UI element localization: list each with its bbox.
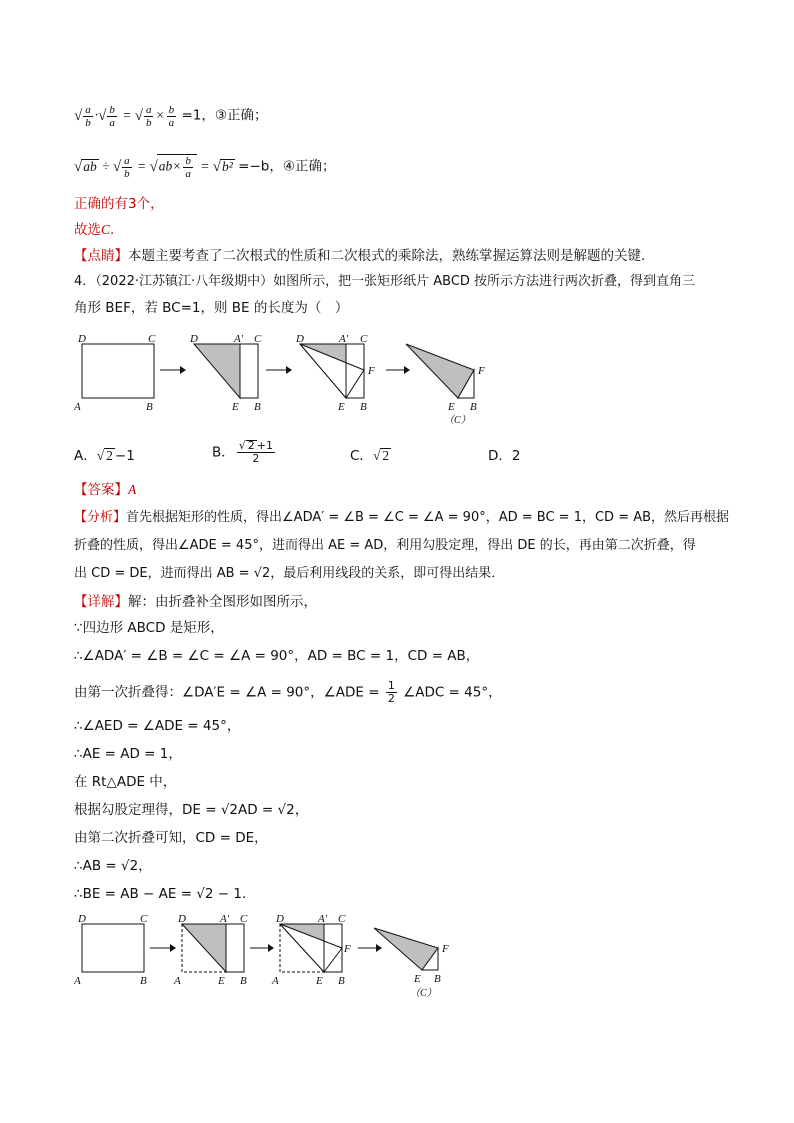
arrow-2-head	[286, 366, 292, 374]
fig3-label-A1: A′	[339, 333, 349, 345]
detail-text-4a: 由第一次折叠得：∠DA′E = ∠A = 90°，∠ADE =	[74, 684, 380, 701]
detail-line-10: ∴AB = √2，	[74, 858, 152, 874]
sol-arrow-2-head	[268, 944, 274, 952]
fig3-label-C: C	[360, 333, 368, 345]
sol-fig2-label-C: C	[240, 913, 248, 925]
equation-3-result: =1，③正确；	[181, 107, 268, 124]
fig2-label-D: D	[190, 333, 198, 345]
fig3-label-D: D	[296, 333, 304, 345]
review-text: 本题主要考查了二次根式的性质和二次根式的乘除法，熟练掌握运算法则是解题的关键．	[128, 248, 655, 264]
sol-fig2-label-A: A	[174, 975, 181, 987]
sol-fig2-strip	[226, 924, 244, 972]
sol-fig4-label-B: B	[434, 973, 441, 985]
sol-arrow-1-head	[170, 944, 176, 952]
choice-d[interactable]	[488, 446, 521, 466]
fig1-label-B: B	[146, 401, 153, 413]
choice-b-denominator: 2	[252, 452, 260, 465]
fig2-strip	[240, 344, 258, 398]
answer-tag: 【答案】	[74, 482, 128, 498]
detail-line-1	[74, 592, 317, 612]
choose-letter: C	[101, 222, 111, 237]
fig1-label-C: C	[148, 333, 156, 345]
sol-fig3-label-B: B	[338, 975, 345, 987]
sol-fig1-rectangle	[82, 924, 144, 972]
detail-line-3: ∴∠ADA′ = ∠B = ∠C = ∠A = 90°，AD = BC = 1，CD = AB，	[74, 648, 480, 664]
fig4-label-E: E	[448, 401, 455, 413]
detail-line-5: ∴∠AED = ∠ADE = 45°，	[74, 718, 241, 734]
detail-fraction-den: 2	[387, 692, 395, 705]
question-line-2: 角形 BEF，若 BC=1，则 BE 的长度为（ ）	[74, 300, 349, 316]
answer-line	[74, 480, 136, 500]
choice-b[interactable]: B． $\frac{√ 2 +1}{2}$	[212, 439, 273, 465]
fig2-label-C: C	[254, 333, 262, 345]
fig3-label-B: B	[360, 401, 367, 413]
sol-fig1-label-B: B	[140, 975, 147, 987]
analysis-text-1: 首先根据矩形的性质，得出∠ADA′ = ∠B = ∠C = ∠A = 90°，AD = BC = 1，CD = AB，然后再根据	[126, 510, 730, 525]
choice-b-label: B．	[212, 444, 235, 461]
count-number: 3	[128, 196, 137, 212]
analysis-tag: 【分析】	[74, 510, 127, 525]
count-prefix: 正确的有	[74, 196, 128, 212]
count-suffix: 个，	[136, 196, 164, 212]
sol-fig3-label-A: A	[272, 975, 279, 987]
choose-line	[74, 220, 114, 240]
choice-c-label: C．	[350, 448, 373, 464]
fig2-label-E: E	[232, 401, 239, 413]
sol-arrow-3-head	[376, 944, 382, 952]
fig1-label-A: A	[74, 401, 81, 413]
correct-count	[74, 194, 164, 214]
sol-fig4-label-E: E	[414, 973, 421, 985]
choice-a-radicand: 2	[106, 448, 113, 463]
choice-b-radicand: 2	[247, 439, 255, 452]
sol-fig1-label-D: D	[78, 913, 86, 925]
detail-fraction-half	[386, 680, 397, 705]
detail-line-7: 在 Rt△ADE 中，	[74, 774, 177, 790]
sol-fig2-label-A1: A′	[220, 913, 230, 925]
choice-a-tail: −1	[114, 448, 135, 464]
fig4-label-B: B	[470, 401, 477, 413]
fig4-label-F: F	[478, 365, 485, 377]
arrow-3-head	[404, 366, 410, 374]
sol-fig1-label-C: C	[140, 913, 148, 925]
sol-fig3-label-C: C	[338, 913, 346, 925]
choice-a[interactable]: A．√ 2 −1	[74, 448, 135, 464]
choice-c[interactable]: C．√ 2	[350, 448, 390, 464]
sol-fig3-label-E: E	[316, 975, 323, 987]
fig1-label-D: D	[78, 333, 86, 345]
answer-value: A	[128, 482, 137, 497]
review-tag: 【点睛】	[74, 248, 128, 264]
review-line	[74, 246, 655, 266]
fig1-rectangle	[82, 344, 154, 398]
sol-fig1-label-A: A	[74, 975, 81, 987]
detail-text-4b: ∠ADC = 45°，	[403, 684, 502, 701]
choice-c-radicand: 2	[382, 448, 390, 463]
analysis-line-1	[74, 508, 729, 528]
choose-suffix: .	[110, 222, 115, 238]
fig3-label-E: E	[338, 401, 345, 413]
sol-fig3-label-D: D	[276, 913, 284, 925]
detail-line-9: 由第二次折叠可知，CD = DE，	[74, 830, 268, 846]
fig2-shaded-triangle	[194, 344, 240, 398]
sol-fig3-label-A1: A′	[318, 913, 328, 925]
question-figure	[74, 330, 494, 430]
sol-fig4-label-F: F	[442, 943, 449, 955]
detail-line-4	[74, 680, 502, 705]
solution-figure	[74, 910, 494, 1010]
equation-4-result: =−b，④正确；	[238, 158, 336, 175]
analysis-line-2: 折叠的性质，得出∠ADE = 45°，进而得出 AE = AD，利用勾股定理，得出 DE 的长，再由第二次折叠，得	[74, 538, 696, 553]
sol-fig3-label-F: F	[344, 943, 351, 955]
fig4-caption: （C）	[444, 415, 471, 426]
fig2-label-B: B	[254, 401, 261, 413]
choice-b-numerator-tail: +1	[256, 439, 273, 452]
sol-fig4-caption: （C）	[410, 988, 437, 999]
sol-fig2-label-E: E	[218, 975, 225, 987]
sol-fig2-shaded	[182, 924, 226, 972]
analysis-line-3: 出 CD = DE，进而得出 AB = √2，最后利用线段的关系，即可得出结果．	[74, 566, 505, 581]
fig2-label-A1: A′	[234, 333, 244, 345]
detail-fraction-num: 1	[387, 679, 395, 692]
detail-line-6: ∴AE = AD = 1，	[74, 746, 182, 762]
detail-text-1: 解：由折叠补全图形如图所示，	[128, 594, 317, 610]
question-line-1: 4．（2022·江苏镇江·八年级期中）如图所示，把一张矩形纸片 ABCD 按所示方法进行两次折叠，得到直角三	[74, 274, 696, 289]
arrow-1-head	[180, 366, 186, 374]
sol-fig2-label-D: D	[178, 913, 186, 925]
choice-d-text: 2	[511, 448, 521, 464]
detail-line-8: 根据勾股定理得，DE = √2AD = √2，	[74, 802, 309, 818]
choice-d-label: D．	[488, 448, 512, 464]
equation-3: √ $\frac{a}{b}$ ·√ $\frac{b}{a}$ = √ $\frac{a}{b}$ × $\frac{b}{a}$ =1，③正确；	[74, 104, 268, 129]
fig3-label-F: F	[368, 365, 375, 377]
choose-prefix: 故选	[74, 222, 101, 238]
detail-line-11: ∴BE = AB − AE = √2 − 1．	[74, 886, 256, 902]
detail-line-2: ∵四边形 ABCD 是矩形，	[74, 620, 224, 636]
detail-tag: 【详解】	[74, 594, 128, 610]
choice-a-label: A．	[74, 448, 97, 464]
sol-fig2-label-B: B	[240, 975, 247, 987]
equation-4: √ab ÷ √ $\frac{a}{b}$ = √ab× $\frac{b}{a}$ = √b² =−b，④正确；	[74, 155, 336, 180]
